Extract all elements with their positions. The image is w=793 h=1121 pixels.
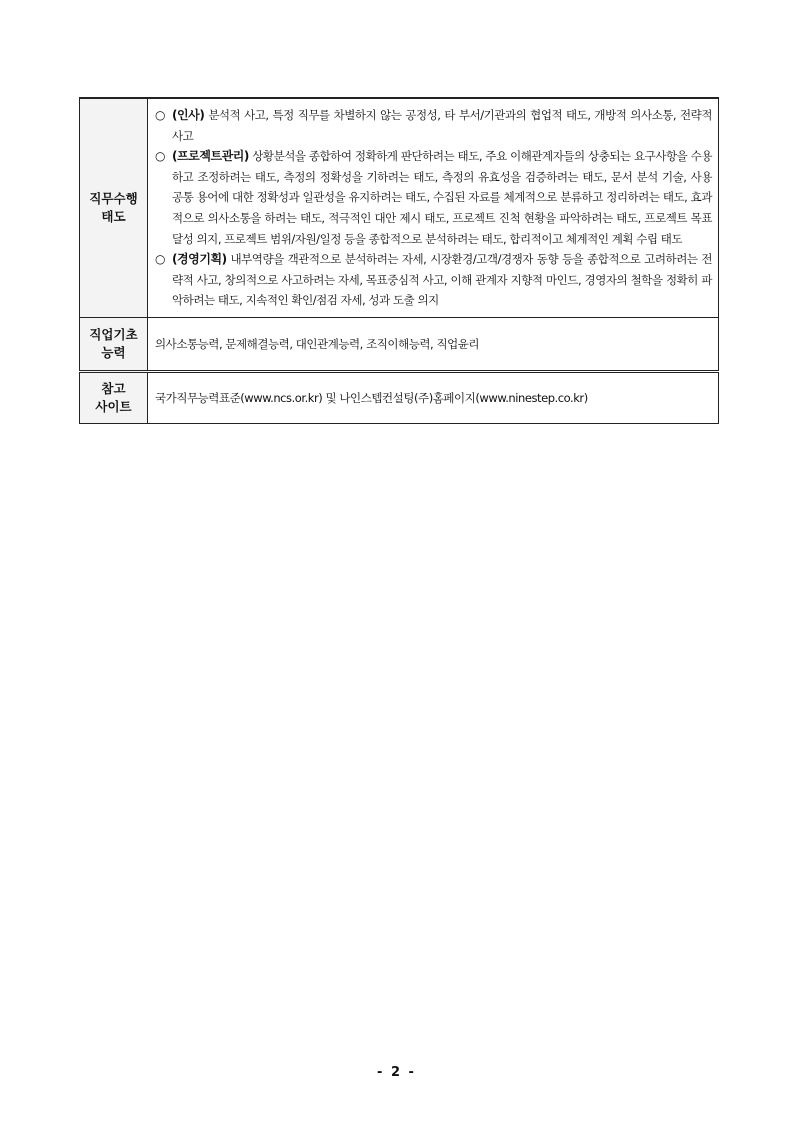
- basic-competency-text: 의사소통능력, 문제해결능력, 대인관계능력, 조직이해능력, 직업윤리: [148, 317, 719, 371]
- attitude-item-hr: [155, 105, 712, 146]
- attitude-item-text: 상황분석을 종합하여 정확하게 판단하려는 태도, 주요 이해관계자들의 상충되는 요구사항을 수용하고 조정하려는 태도, 측정의 정확성을 기하려는 태도, 측정의 유효성을 검증하려는 태도, 문서 분석 기술, 사용 공통 용어에 대한 정확성과 일관성을 유지하려는 태도, 수집된 자료를 체계적으로 분류하고 정리하려는 태도, 효과적으로 의사소통을 하려는 태도, 적극적인 대안 제시 태도, 프로젝트 진척 현황을 파악하려는 태도, 프로젝트 목표 달성 의지, 프로젝트 범위/자원/일정 등을 종합적으로 분석하려는 태도, 합리적이고 체계적인 계획 수립 태도: [172, 149, 712, 246]
- reference-label-line1: 참고: [101, 380, 126, 396]
- reference-label-cell: [80, 371, 148, 423]
- attitude-item-project: [155, 146, 712, 249]
- attitude-item-head: (프로젝트관리): [172, 149, 249, 164]
- basic-competency-label-line1: 직업기초: [89, 326, 138, 342]
- attitude-item-head: (인사): [172, 108, 205, 122]
- attitude-item-text: 분석적 사고, 특정 직무를 차별하지 않는 공정성, 타 부서/기관과의 협업적 태도, 개방적 의사소통, 전략적 사고: [172, 108, 712, 143]
- attitude-label-cell: [80, 98, 148, 317]
- basic-competency-label-line2: 능력: [101, 344, 126, 360]
- attitude-label-line2: 태도: [101, 208, 126, 224]
- circle-bullet-icon: ○: [155, 149, 166, 164]
- attitude-item-planning: [155, 249, 712, 311]
- attitude-item-head: (경영기획): [172, 252, 227, 267]
- circle-bullet-icon: ○: [155, 108, 166, 122]
- basic-competency-label-cell: [80, 317, 148, 371]
- basic-competency-row: [80, 317, 719, 371]
- attitude-row: [80, 98, 719, 317]
- attitude-item-text: 내부역량을 객관적으로 분석하려는 자세, 시장환경/고객/경쟁자 동향 등을 종합적으로 고려하려는 전략적 사고, 창의적으로 사고하려는 자세, 목표중심적 사고, 이해 관계자 지향적 마인드, 경영자의 철학을 정확히 파악하려는 태도, 지속적인 확인/점검 자세, 성과 도출 의지: [172, 252, 712, 308]
- job-info-table: [79, 97, 719, 424]
- attitude-label-line1: 직무수행: [89, 190, 138, 206]
- reference-label-line2: 사이트: [95, 398, 132, 414]
- attitude-content-cell: [148, 98, 719, 317]
- circle-bullet-icon: ○: [155, 252, 166, 267]
- reference-site-text: 국가직무능력표준(www.ncs.or.kr) 및 나인스텝컨설팅(주)홈페이지(www.ninestep.co.kr): [148, 371, 719, 423]
- reference-row: [80, 371, 719, 423]
- page-number: - 2 -: [377, 1065, 416, 1080]
